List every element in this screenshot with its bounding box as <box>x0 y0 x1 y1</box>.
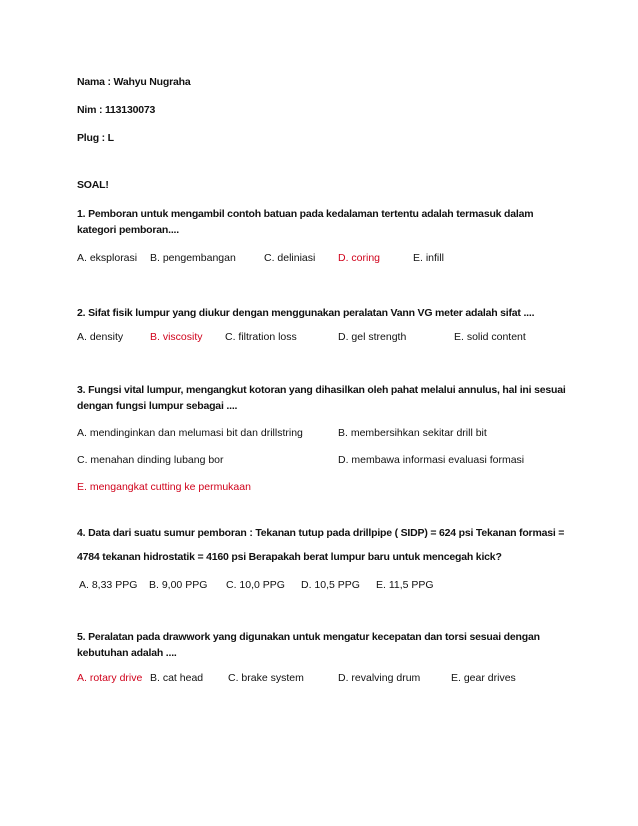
question-4-text-line-1: 4. Data dari suatu sumur pemboran : Tekanan tutup pada drillpipe ( SIDP) = 624 psi Tekanan formasi = <box>77 527 565 539</box>
question-3-option-a: A. mendinginkan dan melumasi bit dan drillstring <box>77 427 303 439</box>
question-3-option-b: B. membersihkan sekitar drill bit <box>338 427 487 439</box>
question-2-option-e: E. solid content <box>454 331 526 343</box>
question-5-text-line-2: kebutuhan adalah .... <box>77 647 177 659</box>
question-5-text-line-1: 5. Peralatan pada drawwork yang digunakan untuk mengatur kecepatan dan torsi sesuai dengan <box>77 631 540 643</box>
question-4-option-d: D. 10,5 PPG <box>301 579 360 591</box>
question-5-option-b: B. cat head <box>150 672 204 684</box>
question-3-option-d: D. membawa informasi evaluasi formasi <box>338 454 525 466</box>
question-4-options <box>77 578 577 592</box>
question-5-options <box>77 671 577 685</box>
question-4-option-a: A. 8,33 PPG <box>79 579 138 591</box>
question-2-options <box>77 330 577 344</box>
question-3-text-line-1: 3. Fungsi vital lumpur, mengangkut kotoran yang dihasilkan oleh pahat melalui annulus, hal ini sesuai <box>77 384 566 396</box>
question-2-option-b-answer: B. viscosity <box>150 331 203 343</box>
question-3-options-row-1 <box>77 426 577 440</box>
question-4-option-b: B. 9,00 PPG <box>149 579 208 591</box>
question-2-option-c: C. filtration loss <box>225 331 297 343</box>
question-1-option-d-answer: D. coring <box>338 252 381 264</box>
question-4-text-line-2: 4784 tekanan hidrostatik = 4160 psi Berapakah berat lumpur baru untuk mencegah kick? <box>77 551 502 563</box>
question-1-options <box>77 251 577 265</box>
question-4-option-e: E. 11,5 PPG <box>376 579 434 591</box>
question-1-text-line-2: kategori pemboran.... <box>77 224 179 236</box>
question-2-option-d: D. gel strength <box>338 331 407 343</box>
question-3-options-row-2 <box>77 453 577 467</box>
question-1-option-b: B. pengembangan <box>150 252 236 264</box>
question-2-option-a: A. density <box>77 331 124 343</box>
question-4-option-c: C. 10,0 PPG <box>226 579 285 591</box>
question-3-text-line-2: dengan fungsi lumpur sebagai .... <box>77 400 238 412</box>
question-2-text-line-1: 2. Sifat fisik lumpur yang diukur dengan menggunakan peralatan Vann VG meter adalah sifat .... <box>77 307 535 319</box>
question-3-option-c: C. menahan dinding lubang bor <box>77 454 224 466</box>
question-3-options-row-3 <box>77 480 577 494</box>
plug-label: Plug : L <box>77 132 114 144</box>
question-3-option-e-answer: E. mengangkat cutting ke permukaan <box>77 481 251 493</box>
student-nim: Nim : 113130073 <box>77 104 156 116</box>
question-1-option-a: A. eksplorasi <box>77 252 138 264</box>
question-1-option-e: E. infill <box>413 252 444 264</box>
question-5-option-d: D. revalving drum <box>338 672 421 684</box>
question-5-option-c: C. brake system <box>228 672 304 684</box>
question-5-option-a-answer: A. rotary drive <box>77 672 143 684</box>
question-1-option-c: C. deliniasi <box>264 252 316 264</box>
question-5-option-e: E. gear drives <box>451 672 516 684</box>
soal-heading: SOAL! <box>77 179 109 191</box>
question-1-text-line-1: 1. Pemboran untuk mengambil contoh batuan pada kedalaman tertentu adalah termasuk dalam <box>77 208 534 220</box>
student-name: Nama : Wahyu Nugraha <box>77 76 191 88</box>
